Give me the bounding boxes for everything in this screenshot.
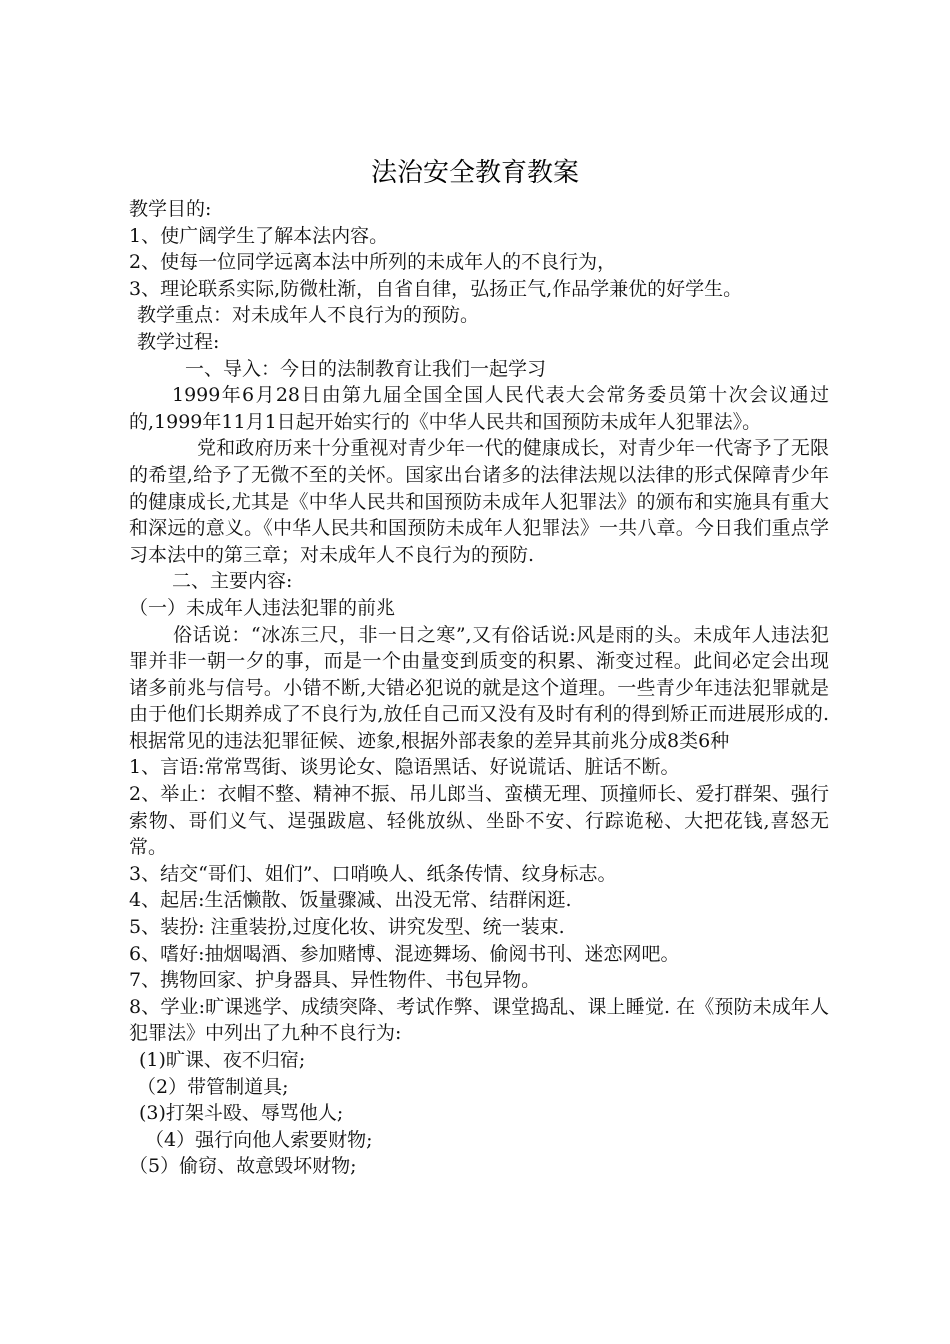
intro-paragraph: 党和政府历来十分重视对青少年一代的健康成长，对青少年一代寄予了无限的希望,给予了无微不至的关怀。国家出台诸多的法律法规以法律的形式保障青少年的健康成长,尤其是《中华人民共和国预防未成年人犯罪法》的颁布和实施具有重大和深远的意义。《中华人民共和国预防未成年人犯罪法》一共八章。今日我们重点学习本法中的第三章；对未成年人不良行为的预防. <box>129 437 829 566</box>
sign-item: 2、举止：衣帽不整、精神不振、吊儿郎当、蛮横无理、顶撞师长、爱打群架、强行索物、哥们义气、逞强跋扈、轻佻放纵、坐卧不安、行踪诡秘、大把花钱,喜怒无常。 <box>129 783 829 859</box>
sign-item: 1、言语:常常骂街、谈男论女、隐语黑话、好说谎话、脏话不断。 <box>129 756 680 779</box>
objective-item: 3、理论联系实际,防微杜渐，自省自律，弘扬正气,作品学兼优的好学生。 <box>129 277 743 300</box>
sign-item: 5、装扮: 注重装扮,过度化妆、讲究发型、统一装束. <box>129 916 565 939</box>
bad-behavior-item: （4）强行向他人索要财物; <box>145 1128 373 1151</box>
subsection-heading: （一）未成年人违法犯罪的前兆 <box>129 596 396 619</box>
bad-behavior-item: （5）偷窃、故意毁坏财物; <box>129 1155 357 1178</box>
document-title: 法治安全教育教案 <box>370 158 579 188</box>
bad-behavior-item: (1)旷课、夜不归宿; <box>139 1049 306 1071</box>
sign-item: 4、起居:生活懒散、饭量骤减、出没无常、结群闲逛. <box>129 889 572 912</box>
sign-item: 7、携物回家、护身器具、异性物件、书包异物。 <box>129 969 541 992</box>
sign-item: 8、学业:旷课逃学、成绩突降、考试作弊、课堂捣乱、课上睡觉. 在《预防未成年人犯罪法》中列出了九种不良行为: <box>129 995 829 1045</box>
intro-heading: 一、导入：今日的法制教育让我们一起学习 <box>185 357 547 380</box>
bad-behavior-item: (3)打架斗殴、辱骂他人; <box>139 1102 344 1125</box>
main-content-heading: 二、主要内容: <box>172 570 293 593</box>
subsection-paragraph: 俗话说：“冰冻三尺，非一日之寒”,又有俗话说:风是雨的头。未成年人违法犯罪并非一朝一夕的事，而是一个由量变到质变的积累、渐变过程。此间必定会出现诸多前兆与信号。小错不断,大错必犯说的就是这个道理。一些青少年违法犯罪就是由于他们长期养成了不良行为,放任自己而又没有及时有利的得到矫正而进展形成的.根据常见的违法犯罪征候、迹象,根据外部表象的差异其前兆分成8类6种 <box>129 623 829 752</box>
bad-behavior-item: （2）带管制道具; <box>137 1075 289 1098</box>
key-point: 教学重点：对未成年人不良行为的预防。 <box>137 304 480 327</box>
objective-item: 1、使广阔学生了解本法内容。 <box>129 224 389 247</box>
process-heading: 教学过程: <box>137 330 220 353</box>
objectives-heading: 教学目的: <box>129 198 212 220</box>
document-body <box>129 196 829 1180</box>
sign-item: 6、嗜好:抽烟喝酒、参加赌博、混迹舞场、偷阅书刊、迷恋网吧。 <box>129 942 680 965</box>
sign-item: 3、结交“哥们、姐们”、口哨唤人、纸条传情、纹身标志。 <box>129 862 617 885</box>
objective-item: 2、使每一位同学远离本法中所列的未成年人的不良行为， <box>129 251 617 274</box>
intro-paragraph: 1999年6月28日由第九届全国全国人民代表大会常务委员第十次会议通过的,1999年11月1日起开始实行的《中华人民共和国预防未成年人犯罪法》。 <box>129 384 829 433</box>
